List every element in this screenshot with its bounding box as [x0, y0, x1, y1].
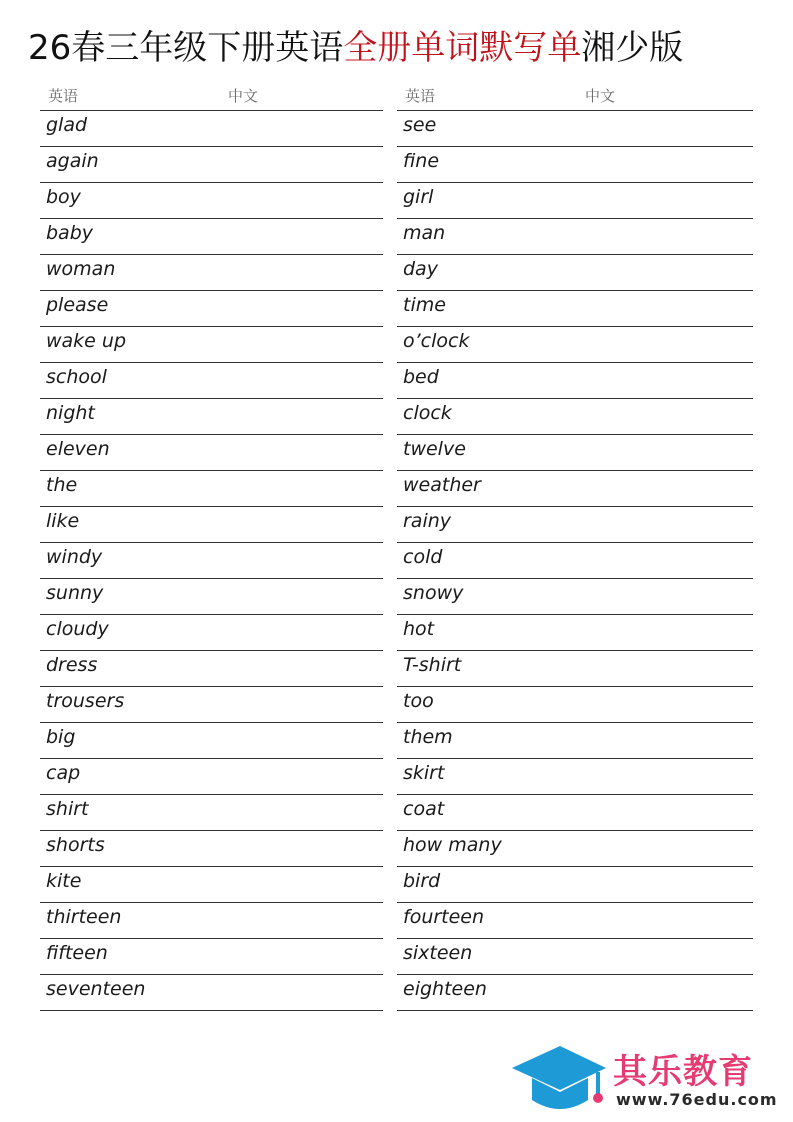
- english-word: coat: [403, 798, 445, 820]
- word-row: [40, 975, 383, 1011]
- english-word: see: [403, 114, 437, 136]
- word-row: [397, 975, 753, 1011]
- word-row: [40, 723, 383, 759]
- word-row: [40, 255, 383, 291]
- word-row: [40, 183, 383, 219]
- word-row: [40, 831, 383, 867]
- english-word: kite: [46, 870, 82, 892]
- word-row: [40, 399, 383, 435]
- word-row: [40, 543, 383, 579]
- word-row: [397, 579, 753, 615]
- english-word: weather: [403, 474, 481, 496]
- word-row: [397, 615, 753, 651]
- brand-url: www.76edu.com: [616, 1090, 778, 1109]
- word-list-right: [397, 111, 753, 1011]
- word-row: [40, 471, 383, 507]
- word-row: [40, 759, 383, 795]
- word-row: [397, 507, 753, 543]
- word-row: [397, 723, 753, 759]
- english-word: man: [403, 222, 446, 244]
- english-word: girl: [403, 186, 434, 208]
- word-row: [397, 795, 753, 831]
- title-suffix: 湘少版: [581, 28, 684, 68]
- english-word: glad: [46, 114, 88, 136]
- word-row: [40, 615, 383, 651]
- english-word: shirt: [46, 798, 89, 820]
- word-table-left: [40, 80, 383, 1011]
- word-row: [40, 327, 383, 363]
- english-word: cold: [403, 546, 443, 568]
- word-row: [40, 651, 383, 687]
- english-word: clock: [403, 402, 452, 424]
- word-row: [40, 795, 383, 831]
- english-word: T-shirt: [403, 654, 462, 676]
- english-word: bed: [403, 366, 439, 388]
- english-word: snowy: [403, 582, 464, 604]
- english-word: sixteen: [403, 942, 473, 964]
- word-row: [397, 363, 753, 399]
- word-row: [397, 543, 753, 579]
- word-row: [397, 867, 753, 903]
- word-row: [40, 219, 383, 255]
- english-word: them: [403, 726, 453, 748]
- word-row: [40, 435, 383, 471]
- word-row: [40, 687, 383, 723]
- brand-name: 其乐教育: [613, 1052, 753, 1092]
- word-row: [397, 255, 753, 291]
- word-row: [40, 363, 383, 399]
- word-row: [397, 759, 753, 795]
- word-row: [40, 111, 383, 147]
- english-word: fine: [403, 150, 440, 172]
- english-word: time: [403, 294, 446, 316]
- english-word: thirteen: [46, 906, 122, 928]
- english-word: baby: [46, 222, 94, 244]
- english-word: again: [46, 150, 99, 172]
- word-row: [397, 399, 753, 435]
- title-highlight: 全册单词默写单: [343, 28, 582, 68]
- english-word: fourteen: [403, 906, 485, 928]
- english-column-header: 英语: [405, 87, 436, 105]
- word-row: [397, 831, 753, 867]
- english-word: woman: [46, 258, 116, 280]
- english-word: sunny: [46, 582, 104, 604]
- chinese-column-header: 中文: [228, 87, 259, 105]
- chinese-column-header: 中文: [585, 87, 616, 105]
- english-word: wake up: [46, 330, 127, 352]
- word-row: [40, 939, 383, 975]
- word-row: [40, 579, 383, 615]
- brand-logo: [510, 1040, 785, 1115]
- word-row: [397, 471, 753, 507]
- english-column-header: 英语: [48, 87, 79, 105]
- english-word: how many: [403, 834, 502, 856]
- english-word: twelve: [403, 438, 466, 460]
- english-word: bird: [403, 870, 441, 892]
- english-word: cap: [46, 762, 81, 784]
- word-row: [397, 111, 753, 147]
- word-row: [397, 939, 753, 975]
- word-row: [397, 327, 753, 363]
- word-row: [40, 903, 383, 939]
- word-row: [397, 147, 753, 183]
- english-word: hot: [403, 618, 435, 640]
- english-word: cloudy: [46, 618, 109, 640]
- word-row: [397, 903, 753, 939]
- word-row: [40, 507, 383, 543]
- english-word: eighteen: [403, 978, 487, 1000]
- english-word: too: [403, 690, 434, 712]
- english-word: windy: [46, 546, 103, 568]
- table-header-left: [40, 80, 383, 111]
- english-word: trousers: [46, 690, 125, 712]
- word-row: [397, 291, 753, 327]
- english-word: please: [46, 294, 109, 316]
- word-row: [40, 147, 383, 183]
- word-row: [397, 219, 753, 255]
- table-header-right: [397, 80, 753, 111]
- english-word: the: [46, 474, 78, 496]
- word-list-left: [40, 111, 383, 1011]
- english-word: rainy: [403, 510, 452, 532]
- english-word: day: [403, 258, 438, 280]
- english-word: eleven: [46, 438, 110, 460]
- english-word: like: [46, 510, 80, 532]
- word-row: [397, 435, 753, 471]
- english-word: shorts: [46, 834, 105, 856]
- word-row: [397, 651, 753, 687]
- word-row: [397, 687, 753, 723]
- english-word: fifteen: [46, 942, 108, 964]
- english-word: boy: [46, 186, 81, 208]
- english-word: o’clock: [403, 330, 470, 352]
- word-row: [397, 183, 753, 219]
- english-word: big: [46, 726, 76, 748]
- graduation-cap-icon: [510, 1042, 608, 1114]
- english-word: school: [46, 366, 107, 388]
- word-table-right: [397, 80, 753, 1011]
- english-word: seventeen: [46, 978, 146, 1000]
- page-title: [28, 22, 683, 74]
- english-word: night: [46, 402, 95, 424]
- title-prefix: 26春三年级下册英语: [28, 28, 344, 68]
- english-word: dress: [46, 654, 98, 676]
- word-row: [40, 291, 383, 327]
- english-word: skirt: [403, 762, 445, 784]
- word-row: [40, 867, 383, 903]
